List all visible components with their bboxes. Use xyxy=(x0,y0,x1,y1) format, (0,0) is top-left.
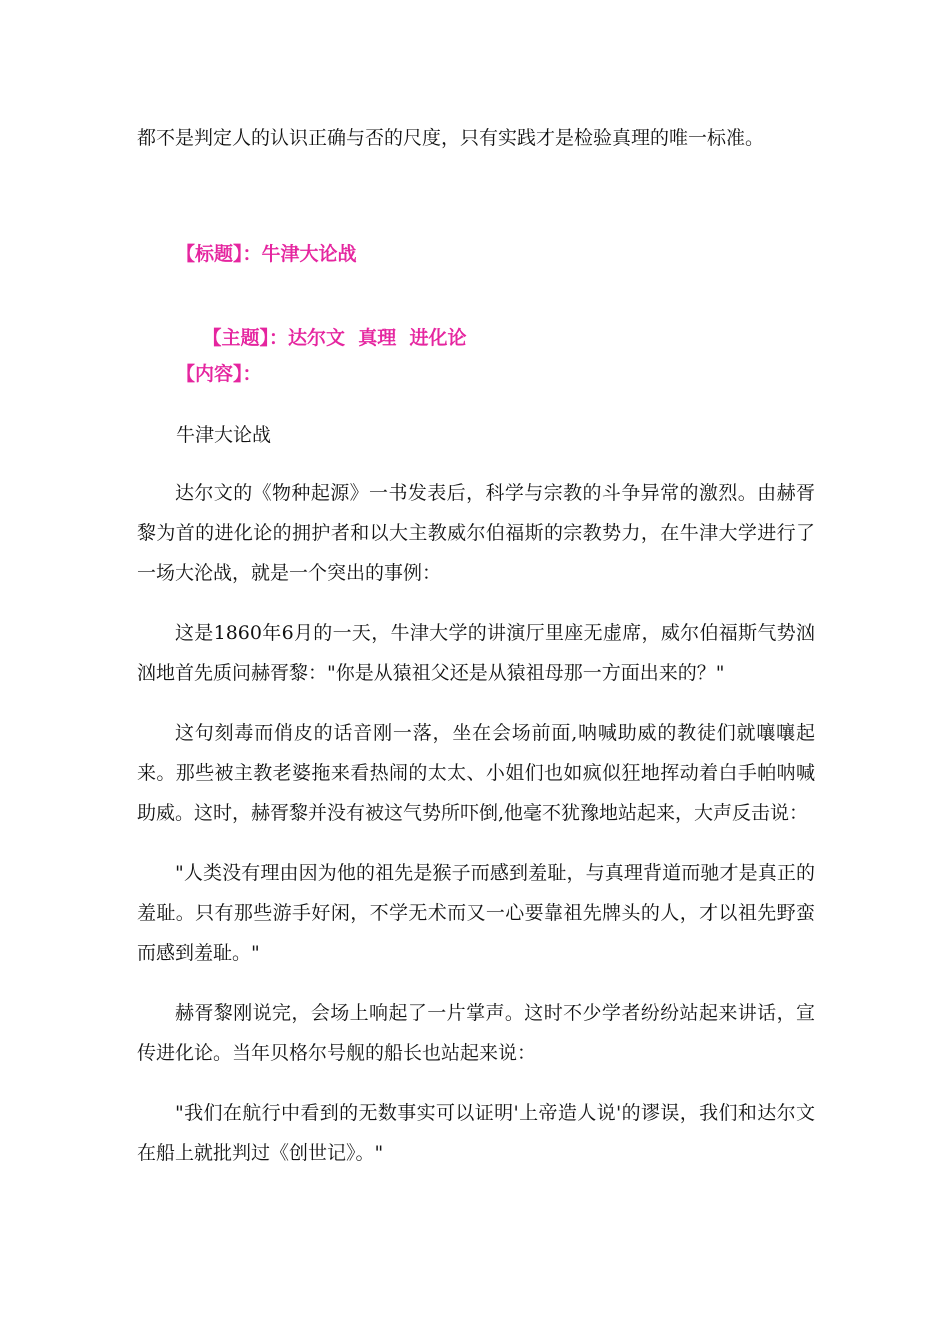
article-heading: 牛津大论战 xyxy=(176,424,272,446)
paragraph: 达尔文的《物种起源》一书发表后，科学与宗教的斗争异常的激烈。由赫胥黎为首的进化论的拥护者和以大主教威尔伯福斯的宗教势力，在牛津大学进行了一场大沦战，就是一个突出的事例： xyxy=(137,482,815,584)
paragraph: 这是1860年6月的一天，牛津大学的讲演厅里座无虚席，威尔伯福斯气势汹汹地首先质问赫胥黎："你是从猿祖父还是从猿祖母那一方面出来的？" xyxy=(137,622,815,684)
paragraph: "我们在航行中看到的无数事实可以证明'上帝造人说'的谬误，我们和达尔文在船上就批判过《创世记》。" xyxy=(137,1102,815,1164)
paragraph: 这句刻毒而俏皮的话音刚一落，坐在会场前面,呐喊助威的教徒们就嚷嚷起来。那些被主教老婆拖来看热闹的太太、小姐们也如疯似狂地挥动着白手帕呐喊助威。这时，赫胥黎并没有被这气势所吓倒,他毫不犹豫地站起来，大声反击说： xyxy=(137,722,815,824)
topic-label: 【主题】： xyxy=(202,327,288,349)
paragraph: "人类没有理由因为他的祖先是猴子而感到羞耻，与真理背道而驰才是真正的羞耻。只有那些游手好闲，不学无术而又一心要靠祖先牌头的人，才以祖先野蛮而感到羞耻。" xyxy=(137,862,815,964)
title-value: 牛津大论战 xyxy=(261,243,357,265)
paragraph: 赫胥黎刚说完，会场上响起了一片掌声。这时不少学者纷纷站起来讲话，宣传进化论。当年贝格尔号舰的船长也站起来说： xyxy=(137,1002,815,1064)
title-label: 【标题】： xyxy=(176,243,262,265)
intro-line: 都不是判定人的认识正确与否的尺度，只有实践才是检验真理的唯一标准。 xyxy=(137,127,765,149)
content-label: 【内容】： xyxy=(176,363,262,385)
content-field xyxy=(176,362,262,386)
topic-value: 达尔文 真理 进化论 xyxy=(287,327,467,349)
title-field xyxy=(176,242,357,266)
